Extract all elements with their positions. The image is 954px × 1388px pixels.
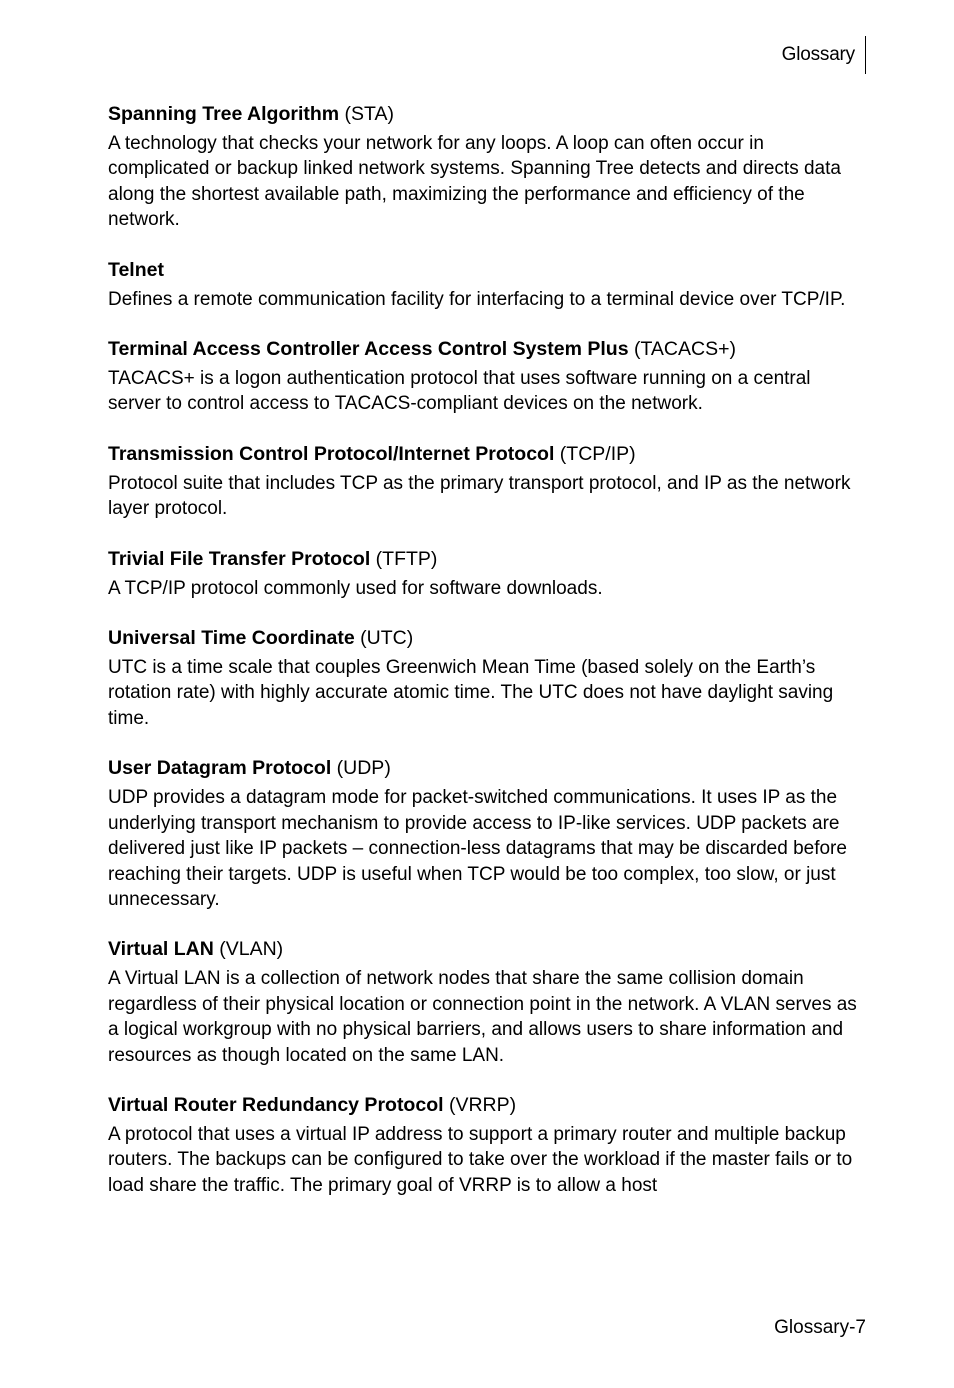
entry-definition: Protocol suite that includes TCP as the primary transport protocol, and IP as the network layer protocol. — [108, 472, 851, 520]
entry-term — [108, 624, 868, 652]
entry-definition: UDP provides a datagram mode for packet-switched communications. It uses IP as the underlying transport mechanism to provide access to IP-like services. UDP packets are delivered just like IP packets – connection-less datagrams that may be discarded before reaching their targets. UDP is useful when TCP would be too complex, too slow, or just unnecessary. — [108, 787, 847, 910]
entry-term — [108, 335, 868, 363]
glossary-entry-tftp — [108, 545, 868, 601]
term-name: Terminal Access Controller Access Control System Plus — [108, 338, 629, 361]
term-name: Spanning Tree Algorithm — [108, 103, 340, 125]
entry-term — [108, 1091, 868, 1119]
entry-term — [108, 100, 868, 128]
glossary-entry-tacacs — [108, 335, 868, 417]
term-name: User Datagram Protocol — [108, 757, 332, 780]
glossary-entry-vrrp — [108, 1091, 868, 1198]
entry-definition: A Virtual LAN is a collection of network nodes that share the same collision domain regardless of their physical location or connection point in the network. A VLAN serves as a logical workgroup with no physical barriers, and allows users to share information and resources as though located on the same LAN. — [108, 968, 857, 1066]
glossary-entry-telnet — [108, 256, 868, 312]
term-name: Transmission Control Protocol/Internet Protocol — [108, 442, 555, 465]
term-abbreviation: (TFTP) — [370, 547, 438, 570]
glossary-entry-sta — [108, 100, 868, 233]
glossary-content — [108, 100, 868, 1221]
entry-definition: A technology that checks your network for any loops. A loop can often occur in complicated or backup linked network systems. Spanning Tree detects and directs data along the shortest available path, maximizing the performance and efficiency of the network. — [108, 133, 841, 231]
glossary-entry-utc — [108, 624, 868, 731]
glossary-entry-tcpip — [108, 440, 868, 522]
running-header — [782, 36, 866, 74]
term-name: Telnet — [108, 258, 164, 281]
term-abbreviation: (STA) — [339, 103, 395, 125]
term-name: Trivial File Transfer Protocol — [108, 547, 371, 570]
glossary-entry-udp — [108, 754, 868, 912]
term-abbreviation: (UDP) — [331, 757, 391, 780]
entry-definition: A protocol that uses a virtual IP address to support a primary router and multiple backup routers. The backups can be configured to take over the workload if the master fails or to load share the traffic. The primary goal of VRRP is to allow a host — [108, 1123, 853, 1196]
term-abbreviation: (VLAN) — [213, 938, 284, 961]
entry-term — [108, 440, 868, 468]
term-abbreviation: (TCP/IP) — [554, 442, 636, 465]
entry-definition: A TCP/IP protocol commonly used for software downloads. — [108, 577, 603, 599]
term-abbreviation: (VRRP) — [443, 1093, 517, 1116]
entry-term — [108, 256, 868, 284]
page-number: Glossary-7 — [774, 1317, 866, 1338]
term-name: Universal Time Coordinate — [108, 627, 355, 650]
entry-definition: TACACS+ is a logon authentication protocol that uses software running on a central server to control access to TACACS-compliant devices on the network. — [108, 368, 811, 415]
entry-definition: UTC is a time scale that couples Greenwich Mean Time (based solely on the Earth’s rotation rate) with highly accurate atomic time. The UTC does not have daylight saving time. — [108, 657, 834, 729]
glossary-entry-vlan — [108, 935, 868, 1068]
term-name: Virtual LAN — [108, 938, 214, 961]
header-section-title: Glossary — [781, 44, 855, 65]
term-abbreviation: (UTC) — [354, 627, 414, 650]
term-abbreviation: (TACACS+) — [628, 338, 736, 361]
entry-term — [108, 754, 868, 782]
entry-term — [108, 935, 868, 963]
entry-definition: Defines a remote communication facility for interfacing to a terminal device over TCP/IP. — [108, 288, 846, 310]
term-name: Virtual Router Redundancy Protocol — [108, 1093, 444, 1116]
entry-term — [108, 545, 868, 573]
